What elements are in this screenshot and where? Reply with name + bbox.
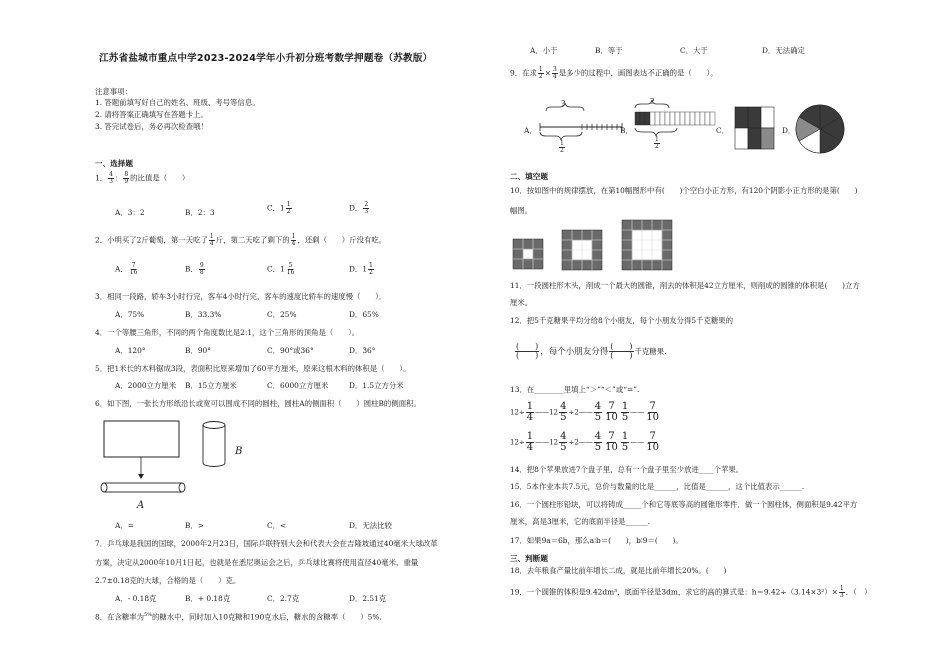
q4-option-b[interactable]: B．90° <box>185 346 211 355</box>
q9-figure-a <box>538 96 628 156</box>
q2-option-a[interactable]: A． $\frac{7}{16}$ <box>115 262 138 276</box>
q5-option-d[interactable]: D．1.5立方分米 <box>349 381 404 390</box>
question-10-line-1: 10．按如图中的规律摆放，在第10幅图形中有( )个空白小正方形，有120个阴影小正方形的是第( ) <box>510 186 858 195</box>
notice-item-2: 2. 请将答案正确填写在答题卡上。 <box>95 110 208 119</box>
q9-figure-c <box>734 106 776 150</box>
q6-figure <box>103 415 303 515</box>
question-1: 1． $\frac{4}{3}$ ： $\frac{8}{9}$ 的比值是（ ） <box>95 171 190 185</box>
section-choice: 一、选择题 <box>95 159 133 168</box>
question-7-line-1: 7．乒乓球是我国的国球，2000年2月23日，国际乒联特别大会和代表大会在吉隆坡通过40毫米大球改革 <box>95 539 438 548</box>
q9-a-fraction: $\frac{1}{2}$ <box>560 140 564 154</box>
q1-option-b[interactable]: B．2：3 <box>185 208 215 217</box>
q6-option-c[interactable]: C．< <box>267 521 287 530</box>
q3-option-a[interactable]: A．75% <box>115 310 145 319</box>
notice-heading: 注意事项： <box>95 87 132 96</box>
question-6: 6．如下图，一张长方形纸沿长或宽可以围成不同的圆柱，圆柱A的侧面积（ ）圆柱B的侧面积。 <box>95 399 421 408</box>
q9-b-fraction: $\frac{1}{2}$ <box>655 136 659 150</box>
q8-option-d[interactable]: D．无法确定 <box>762 46 805 55</box>
question-11-line-2: 厘米。 <box>510 298 533 307</box>
q8-option-b[interactable]: B．等于 <box>595 46 623 55</box>
question-7-line-3: 2.7±0.18克的大球，合格的是（ ）克。 <box>95 576 241 585</box>
q13-row-2: 12÷ $\frac{1}{4}$ ——12 $\frac{4}{5}$ ÷2—— $\frac{4}{5}$ $\frac{7}{10}$ $\frac{1}{5}$ —— $\frac{7}{10}$ <box>510 431 659 453</box>
question-18: 18．去年粮食产量比前年增长二成，就是比前年增长20%。( ) <box>510 566 727 575</box>
q6-option-a[interactable]: A．= <box>115 521 134 530</box>
q1-option-d[interactable]: D． $\frac{2}{3}$ <box>349 201 369 215</box>
page-title: 江苏省盐城市重点中学2023-2024学年小升初分班考数学押题卷（苏教版） <box>99 53 433 64</box>
q9-figure-d <box>794 103 846 155</box>
q9-b-question-mark: ? <box>650 97 655 106</box>
question-11-line-1: 11．一段圆柱形木头，削成一个最大的圆锥，削去的体积是42立方厘米，则削成的圆锥的体积是( )立方 <box>510 281 860 290</box>
q8-option-a[interactable]: A．小于 <box>530 46 558 55</box>
question-15: 15．5本作业本共7.5元，总价与数量的比是______，比值是______，这个比值表示______. <box>510 482 805 491</box>
q9-option-a[interactable]: A． <box>524 126 537 135</box>
q7-option-b[interactable]: B．+ 0.18克 <box>185 594 231 603</box>
question-5: 5．把1米长的木料锯成3段，表面积比原来增加了60平方厘米，原来这根木料的体积是（ ）。 <box>95 364 411 373</box>
question-9: 9．在求 $\frac{1}{2}$ × $\frac{3}{4}$ 是多少的过程中，画图表达不正确的是（ ）。 <box>510 66 718 80</box>
q12-expression: $\frac{( )}{( )}$ ，每个小朋友分得 $\frac{( )}{( )}$ 千克糖果. <box>516 342 667 360</box>
q6-option-b[interactable]: B．> <box>185 521 205 530</box>
q3-option-c[interactable]: C．25% <box>267 310 297 319</box>
q4-option-c[interactable]: C．90°或36° <box>267 346 314 355</box>
section-judge: 三、判断题 <box>510 554 548 563</box>
question-17: 17．如果9a＝6b，那么a∶b＝( )，b∶9＝( )。 <box>510 536 683 545</box>
q6-label-b: B <box>235 446 243 457</box>
q9-option-b[interactable]: B． <box>620 126 633 135</box>
question-12: 12．把5千克糖果平均分给8个小朋友，每个小朋友分得5千克糖果的 <box>510 316 734 325</box>
q9-a-question-mark: ? <box>561 99 566 108</box>
question-7-line-2: 方案，决定从2000年10月1日起，也就是在悉尼奥运会之后，乒乓球比赛将使用直径40毫米、重量 <box>95 558 419 567</box>
q2-option-b[interactable]: B． $\frac{9}{8}$ <box>185 262 204 276</box>
q3-option-b[interactable]: B．33.3% <box>185 310 222 319</box>
notice-item-3: 3. 答完试卷后，务必再次检查哦！ <box>95 122 208 131</box>
q4-option-a[interactable]: A．120° <box>115 346 146 355</box>
q3-option-d[interactable]: D．65% <box>349 310 379 319</box>
question-4: 4．一个等腰三角形，不同的两个角度数比是2:1，这个三角形的顶角是（ ）。 <box>95 328 360 337</box>
question-10-line-2: 幅图。 <box>510 206 533 215</box>
q5-option-a[interactable]: A．2000立方厘米 <box>115 381 177 390</box>
question-2: 2．小明买了2斤葡萄，第一天吃了 $\frac{1}{4}$ 斤，第二天吃了剩下的 $\frac{1}{4}$ ，还剩（ ）斤没有吃。 <box>95 233 387 247</box>
q4-option-d[interactable]: D．36° <box>349 346 376 355</box>
q9-option-c[interactable]: C． <box>716 126 730 135</box>
q7-option-c[interactable]: C．2.7克 <box>267 594 300 603</box>
question-8: 8．在含糖率为$^{5\%}$的糖水中，同时加入10克糖和190克水后，糖水的含糖率（ ）5%. <box>95 612 382 622</box>
q5-option-c[interactable]: C．6000立方厘米 <box>267 381 329 390</box>
q7-option-d[interactable]: D．2.51克 <box>349 594 387 603</box>
section-fill: 二、填空题 <box>510 172 548 181</box>
q7-option-a[interactable]: A．- 0.18克 <box>115 594 157 603</box>
q13-row-1: 12÷ $\frac{1}{4}$ ——12 $\frac{4}{5}$ ÷2—— $\frac{4}{5}$ $\frac{7}{10}$ $\frac{1}{5}$ —— $\frac{7}{10}$ <box>510 401 659 423</box>
question-16-line-1: 16．一个圆柱形铅块，可以将铸成_____个和它等底等高的圆锥形零件．做一个圆柱体，侧面积是9.42平方 <box>510 500 858 509</box>
q8-option-c[interactable]: C．大于 <box>680 46 708 55</box>
q1-option-c[interactable]: C．1 $\frac{1}{2}$ <box>267 201 291 215</box>
q6-label-a: A <box>137 500 145 511</box>
question-16-line-2: 厘米，高是3厘米，它的底面半径是______. <box>510 517 651 526</box>
q9-option-d[interactable]: D． <box>782 126 796 135</box>
q5-option-b[interactable]: B．15立方厘米 <box>185 381 237 390</box>
question-13: 13．在________里填上“＞”“＜”或“=”. <box>510 385 640 394</box>
q6-option-d[interactable]: D．无法比较 <box>349 521 392 530</box>
question-19: 19．一个圆锥的体积是9.42dm³，底面半径是3dm，求它的高的算式是：h＝9.42÷（3.14×3²）× $\frac{1}{3}$ ．（ ） <box>510 585 872 599</box>
q10-pattern-figure <box>512 219 672 271</box>
q2-option-d[interactable]: D．1 $\frac{1}{2}$ <box>349 262 373 276</box>
question-3: 3．相同一段路，轿车3小时行完，客车4小时行完，客车的速度比轿车的速度慢（ ）． <box>95 292 387 301</box>
q2-option-c[interactable]: C．1 $\frac{5}{16}$ <box>267 262 295 276</box>
question-14: 14．把8个苹果放进7个盘子里，总有一个盘子里至少放进____个苹果。 <box>510 465 744 474</box>
q9-figure-b <box>632 94 722 154</box>
notice-item-1: 1. 答题前填写好自己的姓名、班级、考号等信息。 <box>95 98 260 107</box>
q1-option-a[interactable]: A．3：2 <box>115 208 145 217</box>
